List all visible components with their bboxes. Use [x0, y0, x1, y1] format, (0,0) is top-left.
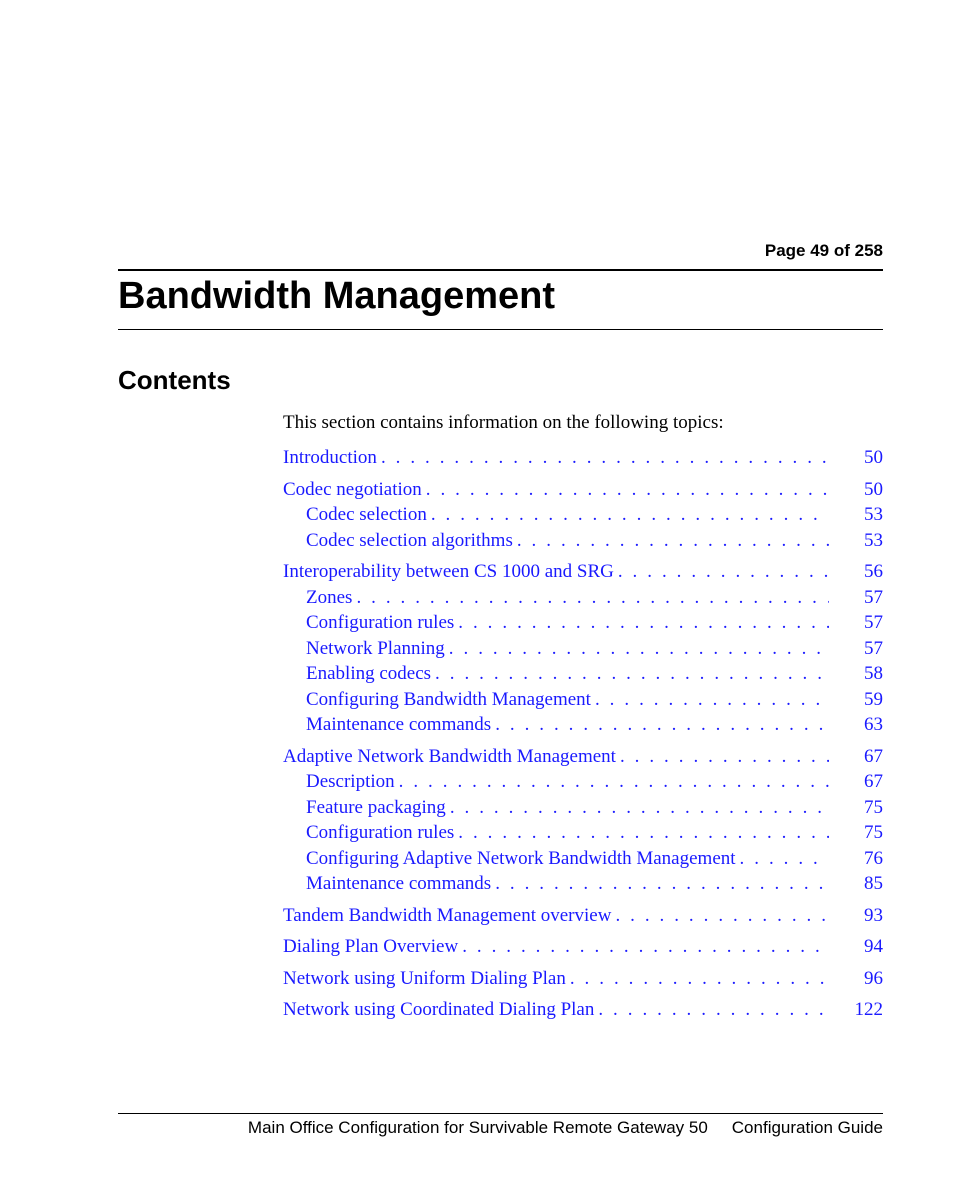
toc-entry-title[interactable]: Network Planning [306, 638, 445, 659]
toc-entry-page[interactable]: 85 [864, 873, 883, 894]
toc-dot-leader [595, 688, 829, 712]
page-number: Page 49 of 258 [764, 241, 883, 260]
title-bottom-rule [118, 329, 883, 330]
toc-entry-page[interactable]: 50 [864, 447, 883, 468]
footer-doc-type: Configuration Guide [731, 1118, 883, 1137]
toc-entry-page[interactable]: 96 [864, 968, 883, 989]
toc-dot-leader [458, 611, 829, 635]
toc-dot-leader [740, 847, 829, 871]
toc-dot-leader [462, 935, 829, 959]
toc-entry-page[interactable]: 53 [864, 530, 883, 551]
toc-entry-title[interactable]: Network using Coordinated Dialing Plan [283, 999, 595, 1020]
footer-doc-title: Main Office Configuration for Survivable Remote Gateway 50 [247, 1118, 708, 1137]
toc-entry[interactable] [283, 770, 883, 794]
toc-entry-page[interactable]: 75 [864, 797, 883, 818]
toc-entry-title[interactable]: Network using Uniform Dialing Plan [283, 968, 566, 989]
toc-entry[interactable] [283, 821, 883, 845]
toc-dot-leader [620, 745, 829, 769]
toc-entry[interactable] [283, 935, 883, 959]
toc-dot-leader [426, 478, 829, 502]
footer [248, 1118, 883, 1138]
toc-dot-leader [458, 821, 829, 845]
toc-entry[interactable] [283, 586, 883, 610]
toc-entry-page[interactable]: 93 [864, 905, 883, 926]
toc-entry-page[interactable]: 59 [864, 689, 883, 710]
toc-entry-page[interactable]: 67 [864, 771, 883, 792]
toc-entry-page[interactable]: 56 [864, 561, 883, 582]
toc-entry[interactable] [283, 662, 883, 686]
toc-entry-title[interactable]: Adaptive Network Bandwidth Management [283, 746, 616, 767]
toc-entry-page[interactable]: 53 [864, 504, 883, 525]
toc-dot-leader [381, 446, 829, 470]
toc-entry-page[interactable]: 63 [864, 714, 883, 735]
toc-entry-title[interactable]: Enabling codecs [306, 663, 432, 684]
toc-dot-leader [356, 586, 829, 610]
toc-dot-leader [495, 872, 829, 896]
toc-entry-title[interactable]: Dialing Plan Overview [283, 936, 459, 957]
toc-entry-page[interactable]: 67 [864, 746, 883, 767]
toc-entry-title[interactable]: Maintenance commands [306, 714, 492, 735]
toc-entry-title[interactable]: Configuring Adaptive Network Bandwidth Management [306, 848, 736, 869]
toc-entry-page[interactable]: 57 [864, 587, 883, 608]
toc-entry-title[interactable]: Codec negotiation [283, 479, 422, 500]
toc-dot-leader [598, 998, 829, 1022]
toc-entry-title[interactable]: Interoperability between CS 1000 and SRG [283, 561, 614, 582]
toc-dot-leader [431, 503, 829, 527]
toc-entry-title[interactable]: Codec selection algorithms [306, 530, 513, 551]
toc-entry[interactable] [283, 611, 883, 635]
toc-dot-leader [517, 529, 829, 553]
toc-entry[interactable] [283, 637, 883, 661]
toc-entry[interactable] [283, 796, 883, 820]
toc-dot-leader [570, 967, 829, 991]
title-top-rule [118, 269, 883, 271]
toc-entry[interactable] [283, 560, 883, 584]
toc-entry[interactable] [283, 478, 883, 502]
toc-entry-title[interactable]: Feature packaging [306, 797, 446, 818]
toc-entry-title[interactable]: Configuring Bandwidth Management [306, 689, 591, 710]
footer-rule [118, 1113, 883, 1114]
toc-entry[interactable] [283, 529, 883, 553]
chapter-title: Bandwidth Management [118, 275, 556, 317]
toc-entry-page[interactable]: 75 [864, 822, 883, 843]
toc-entry-page[interactable]: 50 [864, 479, 883, 500]
toc-entry-page[interactable]: 57 [864, 612, 883, 633]
toc-dot-leader [449, 637, 829, 661]
toc-entry[interactable] [283, 847, 883, 871]
toc-entry-page[interactable]: 94 [864, 936, 883, 957]
toc-dot-leader [399, 770, 829, 794]
toc-entry[interactable] [283, 713, 883, 737]
toc-entry-title[interactable]: Description [306, 771, 395, 792]
toc-entry-page[interactable]: 57 [864, 638, 883, 659]
toc-dot-leader [495, 713, 829, 737]
toc-entry-page[interactable]: 58 [864, 663, 883, 684]
toc-dot-leader [618, 560, 829, 584]
toc-entry-title[interactable]: Tandem Bandwidth Management overview [283, 905, 612, 926]
toc-entry[interactable] [283, 688, 883, 712]
toc-dot-leader [615, 904, 829, 928]
toc-entry[interactable] [283, 998, 883, 1022]
section-title: Contents [118, 365, 231, 395]
toc-entry-title[interactable]: Codec selection [306, 504, 427, 525]
toc-entry-page[interactable]: 122 [854, 999, 883, 1020]
toc-entry-title[interactable]: Zones [306, 587, 353, 608]
toc-entry[interactable] [283, 904, 883, 928]
toc-dot-leader [435, 662, 829, 686]
toc-entry[interactable] [283, 872, 883, 896]
toc-entry-title[interactable]: Maintenance commands [306, 873, 492, 894]
intro-text: This section contains information on the following topics: [283, 412, 724, 433]
toc-entry[interactable] [283, 967, 883, 991]
toc-entry-title[interactable]: Configuration rules [306, 612, 455, 633]
toc-entry-page[interactable]: 76 [864, 848, 883, 869]
toc-dot-leader [450, 796, 829, 820]
toc-entry[interactable] [283, 446, 883, 470]
toc-entry[interactable] [283, 745, 883, 769]
toc-entry-title[interactable]: Configuration rules [306, 822, 455, 843]
toc-entry-title[interactable]: Introduction [283, 447, 377, 468]
toc-entry[interactable] [283, 503, 883, 527]
